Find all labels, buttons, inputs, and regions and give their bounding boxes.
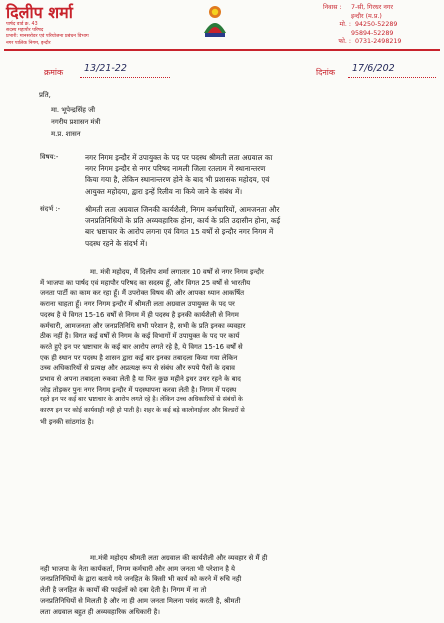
subject-line: नगर निगम इन्दौर में उपायुक्त के पद पर पदस्थ श्रीमती लता अग्रवाल का <box>85 153 273 162</box>
sender-designation-3: प्रभारी: मानसरोवर एवं परियोजना प्रबंधन विभाग <box>6 34 89 40</box>
body-line: जनप्रतिनिधियों के द्वारा बताये गये जनहित के किसी भी कार्य को करने में रुचि नही <box>40 575 242 584</box>
phone-number: 0731-2498219 <box>355 38 402 46</box>
subject-line: किया गया है, लेकिन स्थानान्तरण होने के बाद भी प्रशासक महोदय, एवं <box>85 175 270 185</box>
body-line: कर्मचारी, आमजनता और जनप्रतिनिधि सभी परेशान है, सभी के प्रति इनका व्यवहार <box>40 321 246 330</box>
sender-name: दिलीप शर्मा <box>6 3 73 22</box>
reference-line: श्रीमती लता अग्रवाल जिनकी कार्यशैली, निगम कर्मचारियों, आमजनता और <box>85 205 280 214</box>
date-dotted-line <box>348 77 436 78</box>
mobile-label: मो. : <box>339 21 351 29</box>
date-label: दिनांक <box>316 68 335 77</box>
header-rule <box>4 49 440 51</box>
body-paragraph-2 <box>40 553 267 617</box>
body-line: रहते इन पर कई बार भ्रष्टाचार के आरोप लगते रहे है। लेकिन उच्च अधिकारियों से संबंधों के <box>40 396 243 404</box>
to-prefix: प्रति, <box>39 91 51 99</box>
residence-line2: इन्दौर (म.प्र.) <box>351 12 382 20</box>
body-paragraph-1 <box>40 267 264 428</box>
body-line: लता अग्रवाल बहुत ही अव्यवहारिक अधिकारी है। <box>40 607 160 616</box>
body-line: नही भाजपा के नेता कार्यकर्ता, निगम कर्मचारी और आम जनता भी परेशान है ये <box>40 564 236 573</box>
subject-text <box>85 152 272 197</box>
body-line: कारण इन पर कोई कार्यवाही नही हो पाती है। शहर के कई बड़े कालोनाईजर और बिल्डरों से <box>40 407 245 415</box>
mobile-number-2: 95894-52289 <box>351 29 394 37</box>
sender-designation-4: नगर पालिक निगम, इन्दौर <box>6 40 51 46</box>
letterhead-address <box>323 4 441 47</box>
ref-dotted-line <box>80 77 170 78</box>
sender-designation-2: सदस्य महापौर परिषद <box>6 28 44 34</box>
date-value: 17/6/202 <box>352 63 395 74</box>
body-line: जनप्रतिनिधियों से मिलती है और ना ही आम जनता मिलना पसंद करती है, श्रीमती <box>40 596 241 605</box>
body-line: भी इनकी सांठगांठ है। <box>40 417 94 426</box>
reference-label: संदर्भ :- <box>40 205 61 213</box>
reference-line: पदस्थ रहने के संदर्भ में। <box>85 238 148 248</box>
party-emblem-icon <box>201 3 229 39</box>
ref-label: क्रमांक <box>44 68 64 77</box>
body-line: जोड़ तोड़कर पुनः नगर निगम इन्दौर में पदस्थापना करवा लेती है। निगम में पदस्थ <box>40 385 237 394</box>
body-line: प्रभाव से अपना तबादला रुकवा लेती है या फिर कुछ महीने इधर उधर रहने के बाद <box>40 375 241 384</box>
body-line: मा. मंत्री महोदय, मैं दिलीप शर्मा लगातार 10 वर्षों से नगर निगम इन्दौर <box>90 268 264 276</box>
to-line-1: मा. भूपेन्द्रसिंह जी <box>51 106 96 114</box>
body-line: करते हुऐ इन पर भ्रष्टाचार के कई बार आरोप लगते रहे है, ये विगत 15-16 वर्षों से <box>40 342 243 351</box>
body-line: ठीक नहीं है। विगत कई वर्षों से निगम के कई विभागों में उपायुक्त के पद पर कार्य <box>40 332 240 341</box>
residence-label: निवास : <box>323 4 342 11</box>
reference-text <box>85 204 280 249</box>
body-line: एक ही स्थान पर पदस्थ है शासन द्वारा कई बार इनका तबादला किया गया लेकिन <box>40 353 238 362</box>
residence-line1: 7-सी, गिरधर नगर <box>351 4 393 11</box>
ref-number: 13/21-22 <box>84 63 127 74</box>
body-line: जनता पार्टी का काम कर रहा हूँ। मैं उपरोक्त विषय की ओर आपका ध्यान आकर्षित <box>40 289 245 298</box>
body-line: कराना चाहता हूँ। नगर निगम इन्दौर में श्रीमती लता अग्रवाल उपायुक्त के पद पर <box>40 300 235 309</box>
subject-label: विषय:- <box>40 153 59 161</box>
body-line: में भाजपा का पार्षद एवं महापौर परिषद का सदस्य हूँ, और विगत 25 वर्षों से भारतीय <box>40 278 251 287</box>
letterhead-left <box>6 4 156 47</box>
reference-line: बार भ्रष्टाचार के आरोप लगना एवं विगत 15 वर्षों से इन्दौर नगर निगम में <box>85 227 274 237</box>
sender-designation-1: पार्षद वार्ड क्र. 43 <box>6 22 38 27</box>
body-line: मा.मंत्री महोदय श्रीमती लता अग्रवाल की कार्यशैली और व्यवहार से मैं ही <box>90 554 268 562</box>
body-line: पदस्थ है ये विगत 15-16 वर्षों से निगम में ही पदस्थ है इनकी कार्यशैली से निगम <box>40 310 239 319</box>
to-line-3: म.प्र. शासन <box>51 130 81 138</box>
reference-line: जनप्रतिनिधियों के प्रति अव्यवहारिक होना, कार्य के प्रति उदासीन होना, कई <box>85 216 281 226</box>
body-line: लेती है जनहित के कार्यों की फाईलों को दबा देती है। निगम में ना तो <box>40 586 207 595</box>
subject-line: आयुक्त महोदया, द्वारा इन्हें रिलीव ना किये जाने के संबंध में। <box>85 186 243 196</box>
body-line: उच्च अधिकारियों से प्रत्यक्ष और अप्रत्यक्ष रूप से संबंध और रुपये पैसों के दबाव <box>40 364 235 373</box>
phone-label: फो. : <box>338 38 351 46</box>
mobile-number-1: 94250-52289 <box>355 21 398 29</box>
subject-line: नगर निगम इन्दौर से नगर परिषद नामली जिला रतलाम में स्थानान्तरण <box>85 164 266 174</box>
to-line-2: नगरीय प्रशासन मंत्री <box>51 118 101 126</box>
